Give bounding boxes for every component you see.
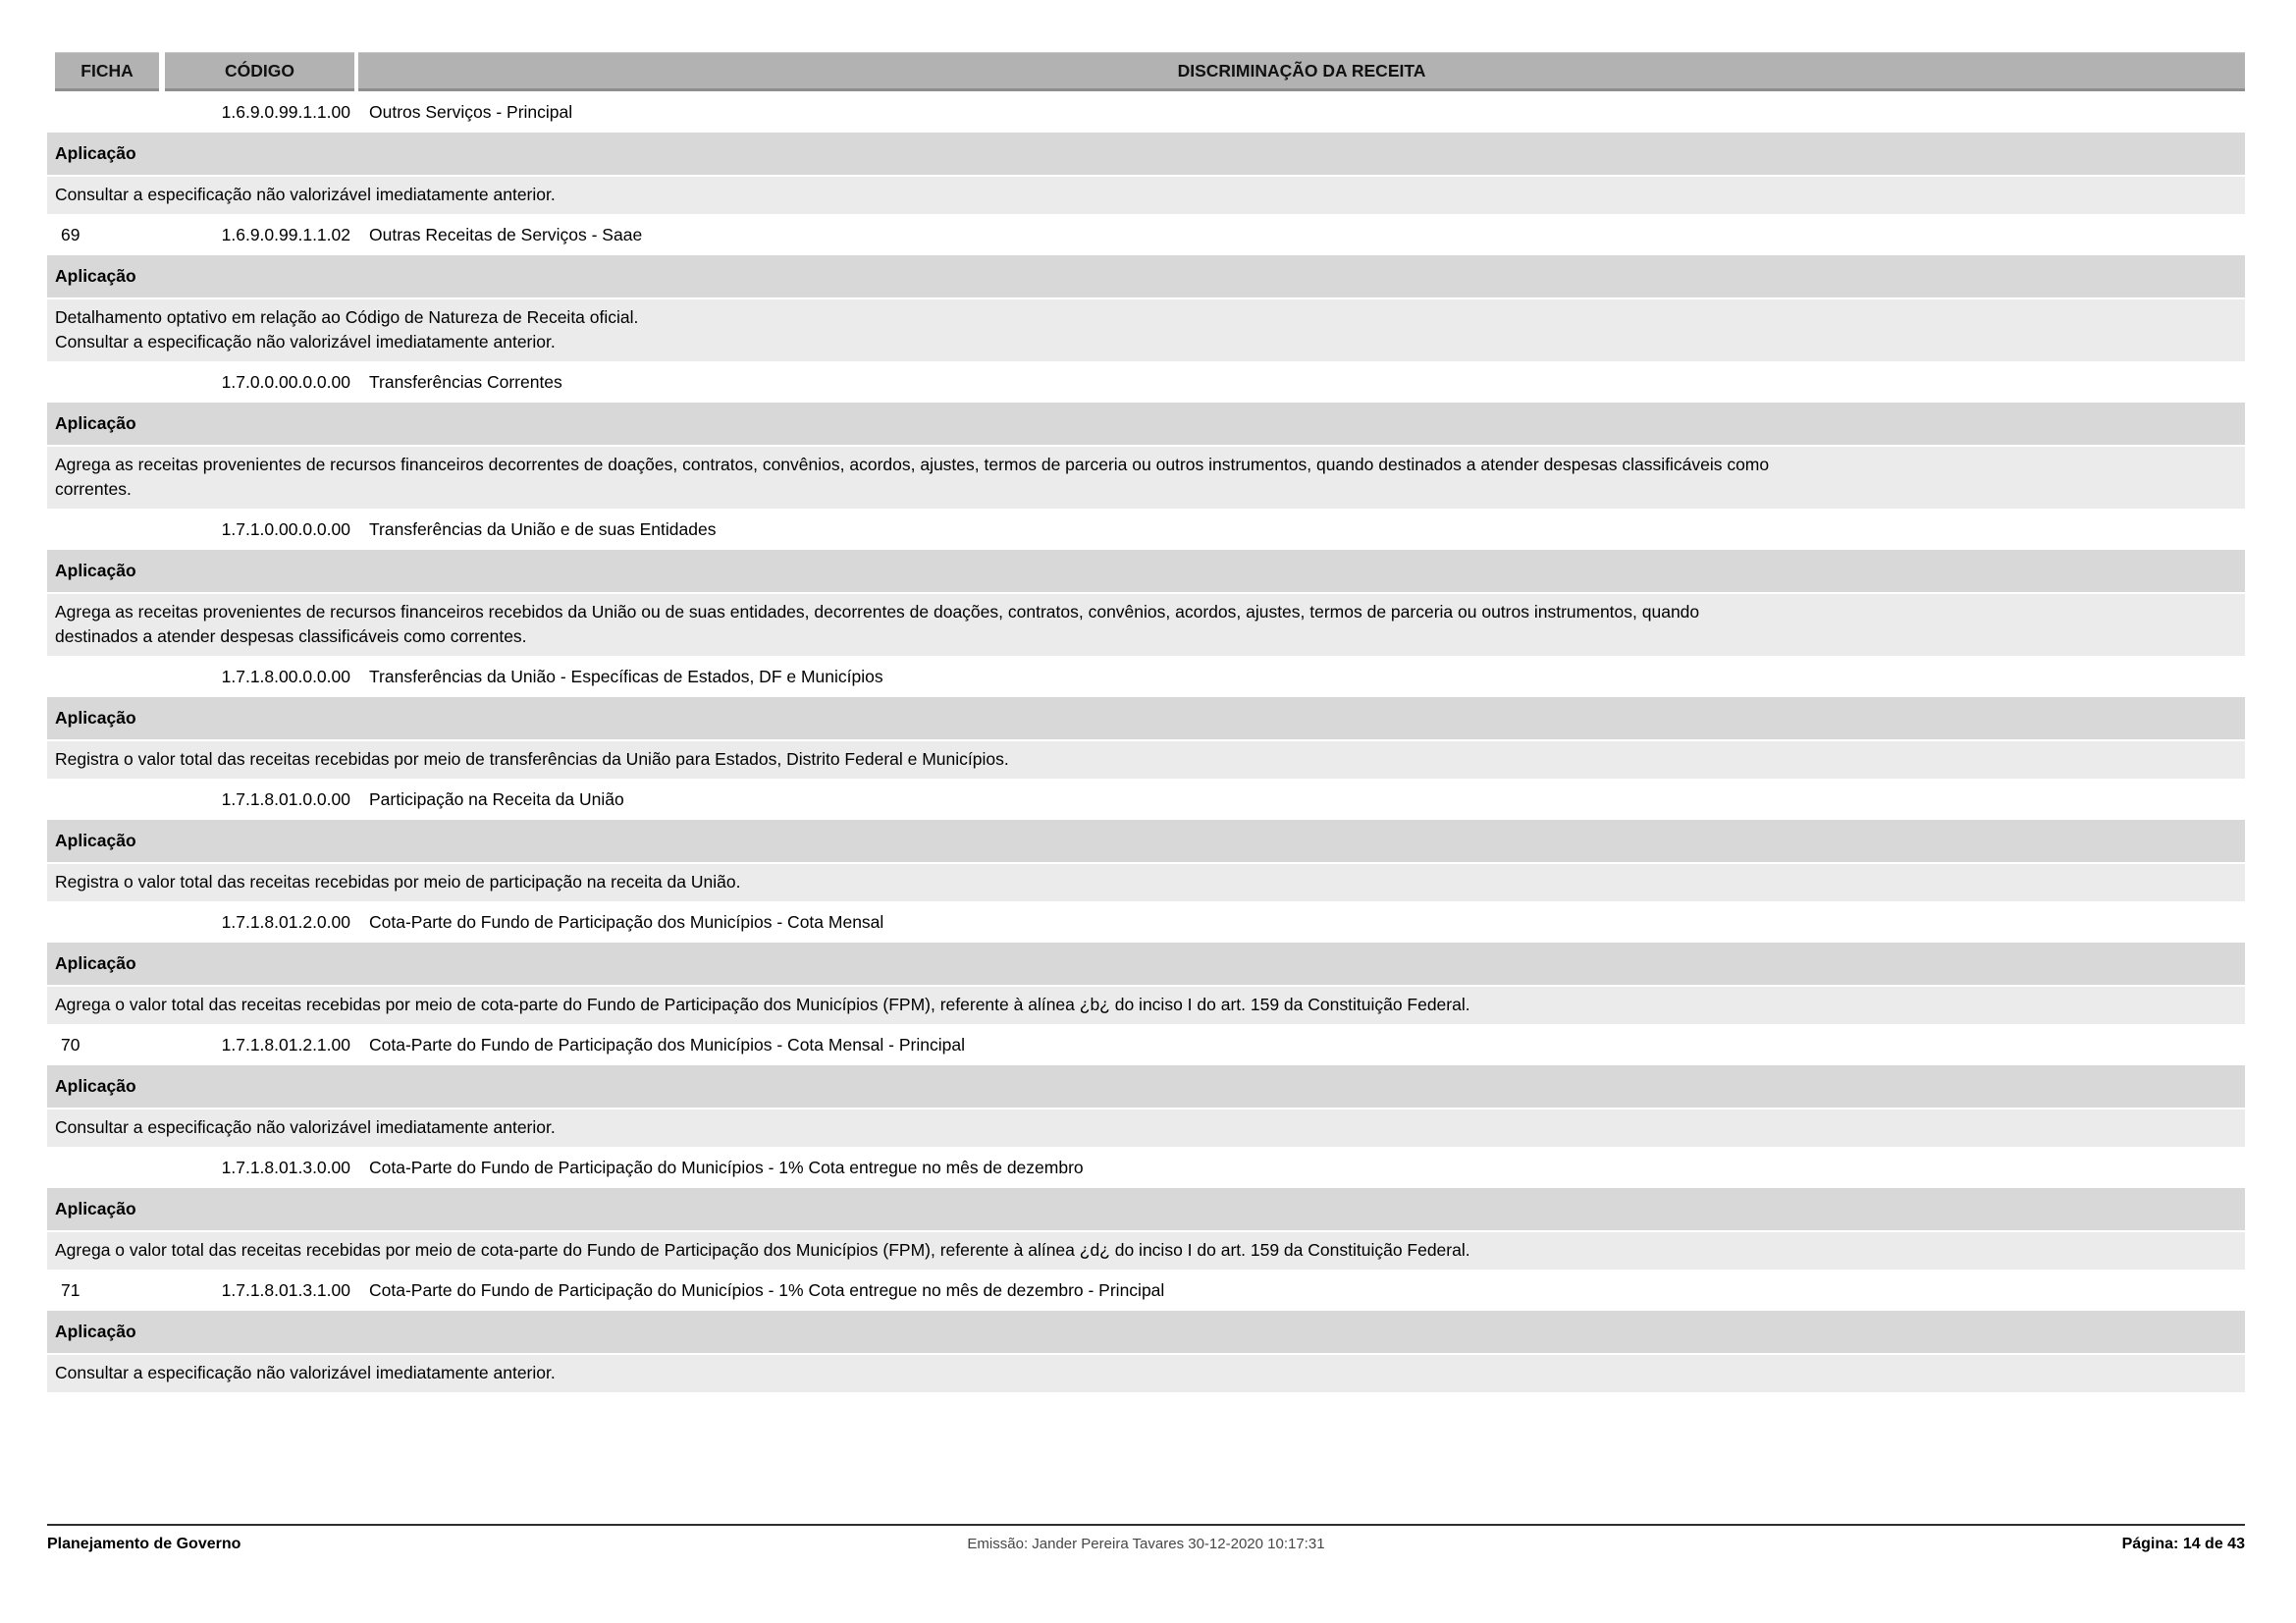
- table-row-texto: [47, 864, 2245, 901]
- table-row-entry: [47, 1147, 2245, 1188]
- table-row-texto: [47, 1232, 2245, 1270]
- table-row-aplicacao: [47, 1188, 2245, 1230]
- texto-line: Agrega o valor total das receitas recebidas por meio de cota-parte do Fundo de Participação dos Municípios (FPM), referente à alínea ¿b¿ do inciso I do art. 159 da Constituição Federal.: [55, 995, 1470, 1014]
- entry-codigo-value: 1.7.1.8.00.0.0.00: [221, 666, 350, 686]
- footer-emission-info: Emissão: Jander Pereira Tavares 30-12-2020 10:17:31: [967, 1536, 1325, 1552]
- texto-line: Agrega o valor total das receitas recebidas por meio de cota-parte do Fundo de Participação dos Municípios (FPM), referente à alínea ¿d¿ do inciso I do art. 159 da Constituição Federal.: [55, 1240, 1470, 1260]
- aplicacao-label: Aplicação: [55, 1076, 136, 1096]
- entry-codigo-value: 1.7.1.8.01.2.0.00: [221, 911, 350, 932]
- texto-line: destinados a atender despesas classificáveis como correntes.: [55, 626, 527, 646]
- entry-descricao: Outros Serviços - Principal: [369, 101, 573, 122]
- entry-codigo-value: 1.6.9.0.99.1.1.02: [221, 224, 350, 244]
- entry-codigo-value: 1.7.1.8.01.3.1.00: [221, 1279, 350, 1300]
- table-row-aplicacao: [47, 1311, 2245, 1353]
- texto-line: Consultar a especificação não valorizável imediatamente anterior.: [55, 185, 556, 204]
- entry-descricao: Transferências Correntes: [369, 371, 562, 392]
- table-row-entry: [47, 509, 2245, 550]
- column-header-ficha: FICHA: [55, 52, 159, 91]
- texto-line: Agrega as receitas provenientes de recursos financeiros decorrentes de doações, contratos, convênios, acordos, ajustes, termos de parceria ou outros instrumentos, quando destinados a atender despesas classificáveis como: [55, 455, 1770, 474]
- entry-descricao: Transferências da União e de suas Entidades: [369, 518, 717, 539]
- table-row-aplicacao: [47, 550, 2245, 592]
- entry-descricao: Cota-Parte do Fundo de Participação do Municípios - 1% Cota entregue no mês de dezembro: [369, 1157, 1084, 1177]
- table-row-texto: [47, 177, 2245, 214]
- table-row-entry: [47, 214, 2245, 255]
- table-row-aplicacao: [47, 1065, 2245, 1108]
- table-row-texto: [47, 1355, 2245, 1392]
- entry-codigo-value: 1.7.1.0.00.0.0.00: [221, 518, 350, 539]
- footer-page-number: Página: 14 de 43: [2121, 1536, 2245, 1552]
- entry-descricao: Outras Receitas de Serviços - Saae: [369, 224, 643, 244]
- table-row-entry: [47, 656, 2245, 697]
- entry-codigo-value: 1.6.9.0.99.1.1.00: [221, 101, 350, 122]
- table-row-entry: [47, 361, 2245, 403]
- footer-row: [47, 1526, 2245, 1553]
- aplicacao-label: Aplicação: [55, 831, 136, 850]
- aplicacao-label: Aplicação: [55, 413, 136, 433]
- table-row-aplicacao: [47, 133, 2245, 175]
- aplicacao-label: Aplicação: [55, 266, 136, 286]
- table-row-aplicacao: [47, 697, 2245, 739]
- aplicacao-label: Aplicação: [55, 1322, 136, 1341]
- aplicacao-label: Aplicação: [55, 708, 136, 728]
- page-footer: [47, 1524, 2245, 1553]
- entry-ficha-value: 69: [61, 224, 80, 244]
- column-header-codigo: CÓDIGO: [165, 52, 354, 91]
- texto-line: Consultar a especificação não valorizável imediatamente anterior.: [55, 1363, 556, 1382]
- texto-line: correntes.: [55, 479, 132, 499]
- aplicacao-label: Aplicação: [55, 953, 136, 973]
- texto-line: Consultar a especificação não valorizável imediatamente anterior.: [55, 1117, 556, 1137]
- entry-ficha-value: 70: [61, 1034, 80, 1055]
- texto-line: Detalhamento optativo em relação ao Código de Natureza de Receita oficial.: [55, 307, 639, 327]
- entry-codigo-value: 1.7.1.8.01.0.0.00: [221, 788, 350, 809]
- aplicacao-label: Aplicação: [55, 143, 136, 163]
- entry-descricao: Cota-Parte do Fundo de Participação dos Municípios - Cota Mensal: [369, 911, 884, 932]
- table-row-aplicacao: [47, 255, 2245, 298]
- entry-descricao: Transferências da União - Específicas de Estados, DF e Municípios: [369, 666, 883, 686]
- receita-table: [47, 52, 2245, 1392]
- texto-line: Registra o valor total das receitas recebidas por meio de transferências da União para Estados, Distrito Federal e Municípios.: [55, 749, 1009, 769]
- entry-descricao: Cota-Parte do Fundo de Participação dos Municípios - Cota Mensal - Principal: [369, 1034, 965, 1055]
- table-row-texto: [47, 299, 2245, 361]
- column-header-discriminacao: DISCRIMINAÇÃO DA RECEITA: [358, 52, 2245, 91]
- aplicacao-label: Aplicação: [55, 561, 136, 580]
- aplicacao-label: Aplicação: [55, 1199, 136, 1218]
- table-row-entry: [47, 779, 2245, 820]
- texto-line: Registra o valor total das receitas recebidas por meio de participação na receita da União.: [55, 872, 741, 892]
- table-header-row: [47, 52, 2245, 91]
- entry-codigo-value: 1.7.1.8.01.3.0.00: [221, 1157, 350, 1177]
- table-row-aplicacao: [47, 820, 2245, 862]
- table-row-texto: [47, 447, 2245, 509]
- footer-report-title: Planejamento de Governo: [47, 1536, 241, 1552]
- table-row-aplicacao: [47, 943, 2245, 985]
- entry-descricao: Participação na Receita da União: [369, 788, 624, 809]
- table-row-aplicacao: [47, 403, 2245, 445]
- receita-table-rows: [47, 91, 2245, 1392]
- entry-codigo-value: 1.7.1.8.01.2.1.00: [221, 1034, 350, 1055]
- entry-descricao: Cota-Parte do Fundo de Participação do Municípios - 1% Cota entregue no mês de dezembro - Principal: [369, 1279, 1165, 1300]
- table-row-entry: [47, 1024, 2245, 1065]
- entry-ficha-value: 71: [61, 1279, 80, 1300]
- texto-line: Agrega as receitas provenientes de recursos financeiros recebidos da União ou de suas entidades, decorrentes de doações, contratos, convênios, acordos, ajustes, termos de parceria ou outros instrumentos, quando: [55, 602, 1700, 622]
- table-row-texto: [47, 1109, 2245, 1147]
- table-row-entry: [47, 1270, 2245, 1311]
- table-row-texto: [47, 741, 2245, 779]
- texto-line: Consultar a especificação não valorizável imediatamente anterior.: [55, 332, 556, 352]
- entry-codigo-value: 1.7.0.0.00.0.0.00: [221, 371, 350, 392]
- table-row-entry: [47, 91, 2245, 133]
- table-row-entry: [47, 901, 2245, 943]
- table-row-texto: [47, 594, 2245, 656]
- table-row-texto: [47, 987, 2245, 1024]
